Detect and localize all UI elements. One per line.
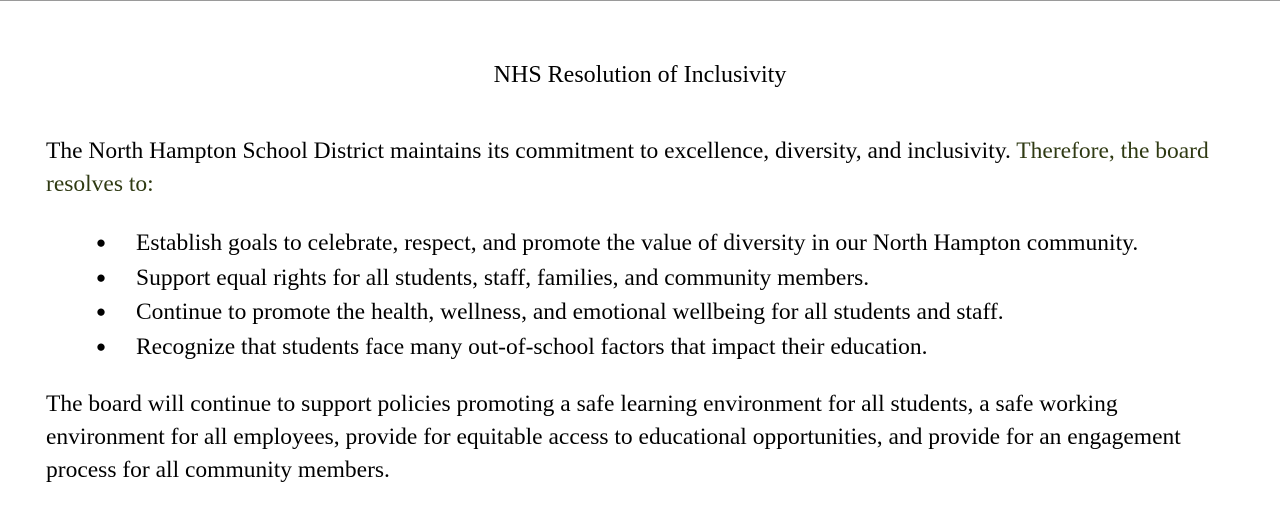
closing-paragraph: The board will continue to support policies promoting a safe learning environment for all students, a safe working environment for all employees, provide for equitable access to educational opportunities, and provide for an engagement process for all community members. — [46, 391, 1181, 483]
list-item-text: Establish goals to celebrate, respect, and promote the value of diversity in our North Hampton community. — [136, 230, 1139, 256]
resolution-list — [46, 226, 1246, 364]
list-item-text: Support equal rights for all students, staff, families, and community members. — [136, 264, 870, 291]
intro-accent-text: Therefore, the board resolves to: — [46, 138, 1209, 197]
list-item — [46, 295, 1246, 330]
intro-paragraph — [46, 135, 1236, 201]
intro-text: The North Hampton School District maintains its commitment to excellence, diversity, and inclusivity. — [46, 138, 1011, 164]
list-item-text: Recognize that students face many out-of-school factors that impact their education. — [136, 333, 928, 360]
list-item — [46, 261, 1246, 296]
bullet-icon: ● — [95, 302, 107, 321]
document-title: NHS Resolution of Inclusivity — [493, 62, 787, 88]
list-item — [46, 330, 1246, 365]
bullet-icon: ● — [95, 336, 107, 356]
bullet-icon: ● — [95, 233, 107, 252]
list-item-text: Continue to promote the health, wellness, and emotional wellbeing for all students and staff. — [136, 299, 1004, 325]
bullet-icon: ● — [95, 267, 107, 287]
top-border — [0, 0, 1280, 1]
list-item — [46, 226, 1246, 261]
